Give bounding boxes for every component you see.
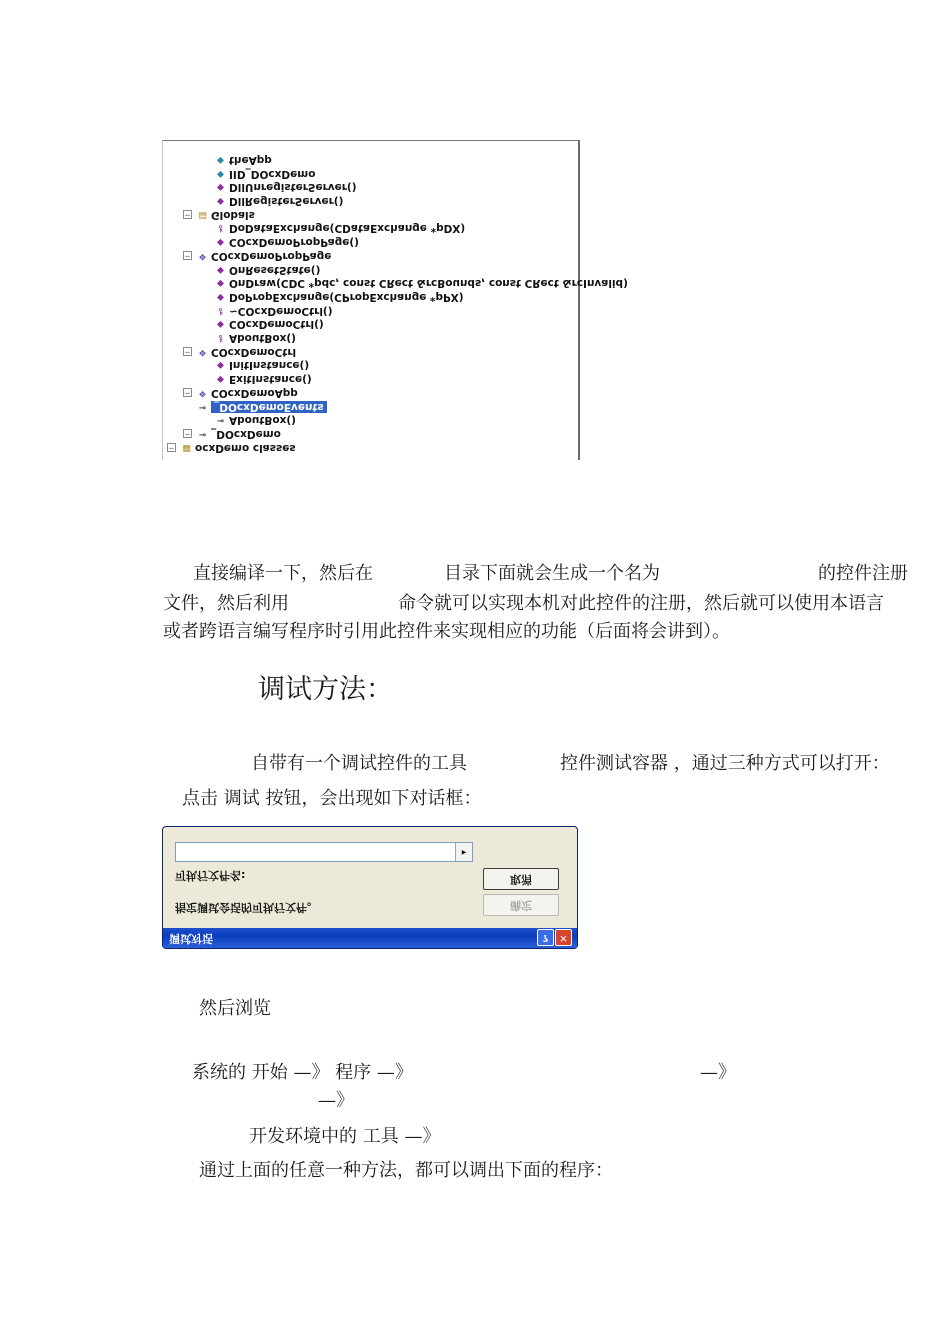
collapse-toggle-icon[interactable]: − [184,252,191,260]
method-icon: ◆ [217,374,224,384]
dialog-title: 调试对话 [169,932,213,945]
tree-item-label: COcxDemoCtrl() [229,318,324,330]
tree-item-label: _DOcxDemo [211,428,281,440]
tree-item-label: theApp [229,154,272,166]
tree-item-label: ocxDemo classes [195,442,296,454]
tree-item[interactable] [215,358,309,372]
tree-item[interactable] [215,194,343,208]
para4: 然后浏览 [199,998,271,1019]
tree-item-label: DllUnregisterServer() [229,181,357,193]
tree-item-label: DllRegisterServer() [229,195,344,207]
para3: 点击 调试 按钮，会出现如下对话框： [182,788,482,809]
variable-icon: ◆ [217,169,224,179]
interface-icon: ⊸ [198,429,207,439]
collapse-toggle-icon[interactable]: − [184,211,191,219]
para1-segment-2: 目录下面就会生成一个名为 [444,563,660,584]
para5-arrow-1: —》 [700,1062,736,1083]
dialog-title-bar [163,928,577,948]
tree-item[interactable] [215,153,272,167]
class-view-screenshot [162,140,628,460]
tree-item[interactable] [215,276,628,290]
close-icon[interactable]: ✕ [555,929,572,946]
collapse-toggle-icon[interactable]: − [184,348,191,356]
protected-method-icon: ⚷ [217,333,224,343]
para1-segment-1: 直接编译一下，然后在 [193,563,373,584]
interface-method-icon: ⊸ [216,415,225,425]
interface-icon: ⊸ [198,402,207,412]
tree-item-label: ExitInstance() [229,373,312,385]
cancel-button[interactable]: 取消 [483,868,559,890]
combo-arrow-icon[interactable]: ▸ [455,843,472,861]
tree-item-label: DoPropExchange(CPropExchange *pPX) [229,291,464,303]
method-icon: ◆ [217,360,224,370]
executable-field-label: 可执行文件名: [175,869,246,882]
tree-item-label: ~COcxDemoCtrl() [229,305,333,317]
para1-line3: 或者跨语言编写程序时引用此控件来实现相应的功能（后面将会讲到）。 [163,621,730,642]
debug-dialog-screenshot [162,826,578,949]
para1-line2-end: 命令就可以实现本机对此控件的注册，然后就可以使用本语言 [398,593,884,614]
method-icon: ◆ [217,278,224,288]
protected-method-icon: ⚷ [217,306,224,316]
tree-item[interactable] [215,235,359,249]
para5-start: 系统的 开始 —》 程序 —》 [192,1062,413,1083]
tree-item[interactable] [215,413,296,427]
ok-button[interactable]: 确定 [483,894,559,916]
tree-item[interactable] [197,427,281,441]
method-icon: ◆ [217,292,224,302]
tree-item-label: AboutBox() [229,332,296,344]
class-icon: ❖ [198,388,207,398]
tree-item[interactable] [215,331,296,345]
tree-item-label: DoDataExchange(CDataExchange *pDX) [229,222,466,234]
tree-item[interactable] [215,304,333,318]
executable-combo[interactable] [175,842,473,862]
tree-item-label: AboutBox() [229,414,296,426]
dialog-prompt: 指定调试会话的可执行文件。 [175,901,318,914]
variable-icon: ◆ [217,155,224,165]
para1-segment-3: 的控件注册 [818,563,908,584]
tree-item[interactable] [181,441,296,455]
tree-item[interactable] [215,167,315,181]
collapse-toggle-icon[interactable]: − [168,444,175,452]
tree-item[interactable] [197,249,331,263]
tree-item[interactable] [215,290,464,304]
para2-end: 控件测试容器 ，通过三种方式可以打开： [560,753,890,774]
help-button[interactable]: ? [537,929,554,946]
collapse-toggle-icon[interactable]: − [184,430,191,438]
method-icon: ◆ [217,265,224,275]
tree-item-label: OnDraw(CDC *pdc, const CRect &rcBounds, const CRect &rcInvalid) [229,277,628,289]
protected-method-icon: ⚷ [217,223,224,233]
tree-item[interactable] [215,372,312,386]
tree-item[interactable] [215,221,465,235]
method-icon: ◆ [217,319,224,329]
tree-item-label: COcxDemoCtrl [211,346,297,358]
tree-item[interactable] [215,263,320,277]
method-icon: ◆ [217,196,224,206]
section-heading: 调试方法： [258,674,393,705]
para5-arrow-2: —》 [318,1090,354,1111]
tree-item-label: OnResetState() [229,264,321,276]
para2-start: 自带有一个调试控件的工具 [251,753,467,774]
para7: 通过上面的任意一种方法，都可以调出下面的程序： [199,1160,613,1181]
para1-line2-start: 文件，然后利用 [163,593,289,614]
tree-item-label: _DOcxDemoEvents [211,401,327,413]
collapse-toggle-icon[interactable]: − [184,389,191,397]
folder-icon: ▤ [198,210,207,220]
method-icon: ◆ [217,182,224,192]
method-icon: ◆ [217,237,224,247]
project-icon: ▦ [182,443,191,453]
tree-item[interactable] [197,386,298,400]
tree-item-label: COcxDemoPropPage [211,250,332,262]
para6: 开发环境中的 工具 —》 [249,1126,441,1147]
class-icon: ❖ [198,347,207,357]
tree-item[interactable] [215,180,357,194]
tree-item[interactable] [197,400,327,414]
tree-item-label: COcxDemoPropPage() [229,236,359,248]
class-view-tree [163,141,628,460]
tree-item-label: Globals [211,209,255,221]
tree-item-label: COcxDemoApp [211,387,298,399]
tree-item[interactable] [197,345,296,359]
tree-item-label: IID_DOcxDemo [229,168,316,180]
class-icon: ❖ [198,251,207,261]
tree-item[interactable] [197,208,255,222]
tree-item[interactable] [215,317,324,331]
tree-item-label: InitInstance() [229,359,310,371]
